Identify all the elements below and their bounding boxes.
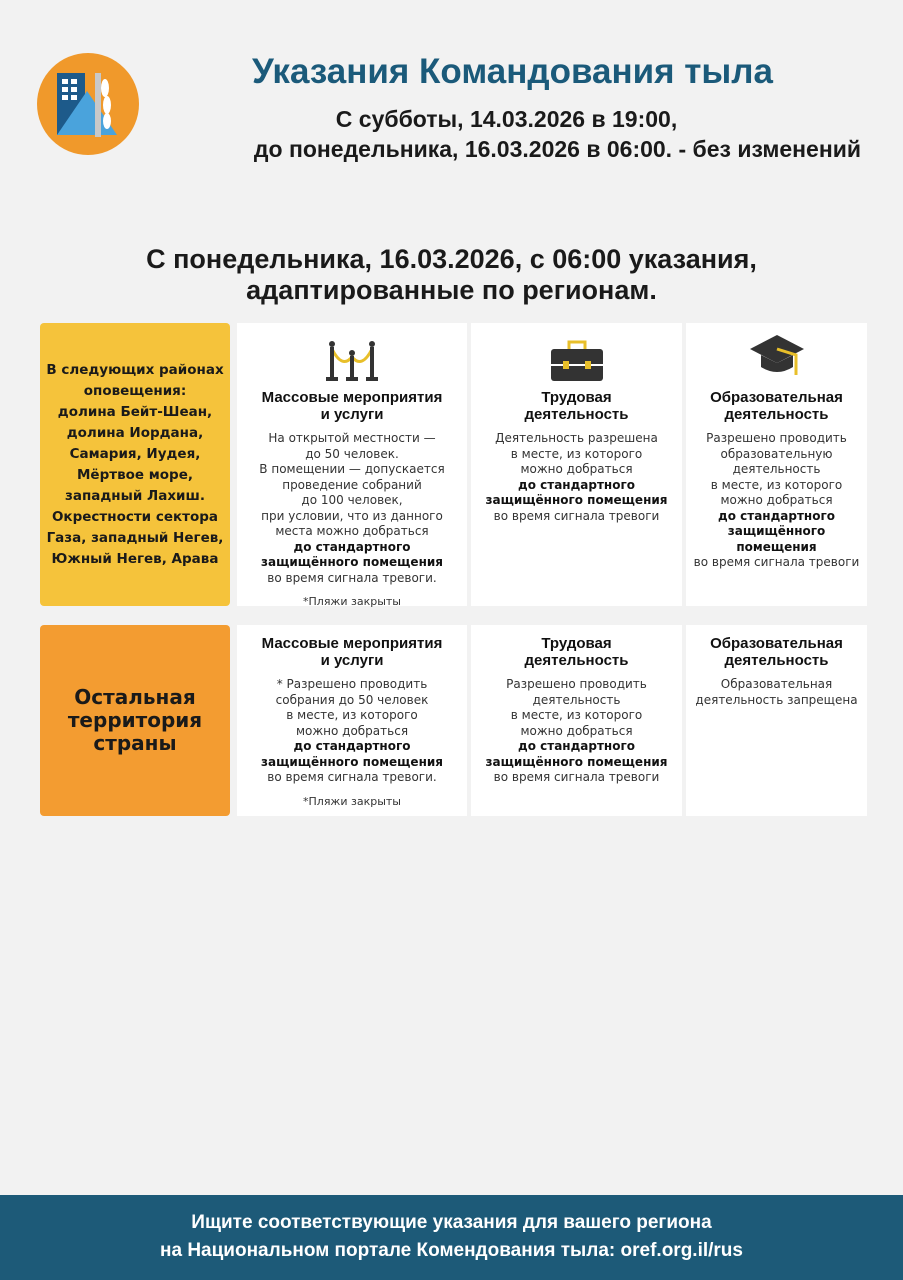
column-title (477, 389, 676, 423)
work-column (471, 625, 682, 816)
text-line: во время сигнала тревоги (493, 508, 660, 523)
region-box (40, 323, 230, 606)
text-line: до 50 человек. (305, 446, 399, 461)
title-line: Образовательная (710, 635, 843, 652)
text-line: * Разрешено проводить (276, 677, 428, 691)
text-line: в месте, из которого (510, 446, 643, 461)
heading-line: адаптированные по регионам. (246, 275, 657, 305)
bold-line: защищённого помещения (261, 555, 443, 569)
period-line-2: до понедельника, 16.03.2026 в 06:00. - без изменений (253, 136, 861, 162)
region-line: западный Лахиш. (65, 487, 205, 504)
text-line: образовательную (720, 446, 833, 461)
column-title (243, 635, 461, 669)
title-line: деятельность (524, 652, 629, 669)
footer-banner (0, 1195, 903, 1280)
region-line: Газа, западный Негев, (46, 529, 224, 546)
text-line: при условии, что из данного (261, 508, 443, 523)
text-line: в месте, из которого (510, 708, 643, 722)
bold-line: до стандартного (518, 477, 635, 492)
education-column (686, 625, 867, 816)
region-line: Мёртвое море, (76, 466, 193, 483)
bold-line: до стандартного (293, 539, 411, 554)
footer-line: Ищите соответствующие указания для вашего региона (191, 1212, 712, 1233)
bold-line: защищённого помещения (727, 524, 826, 554)
text-line: во время сигнала тревоги (693, 555, 860, 569)
bold-line: до стандартного (293, 739, 411, 753)
region-line: Южный Негев, Арава (51, 550, 219, 567)
row-listed-regions (40, 323, 867, 606)
region-line: оповещения: (83, 382, 187, 399)
briefcase-icon (477, 333, 676, 383)
title-line: и услуги (320, 652, 384, 669)
region-line: долина Бейт-Шеан, (57, 403, 213, 420)
region-box (40, 625, 230, 816)
events-column (237, 323, 467, 606)
stanchions-icon (243, 333, 461, 383)
text-line: можно добраться (720, 493, 833, 507)
text-line: во время сигнала тревоги. (267, 770, 437, 784)
text-line: Образовательная (720, 677, 833, 691)
column-title (692, 635, 861, 669)
title-line: Массовые мероприятия (261, 389, 443, 406)
text-line: в месте, из которого (286, 708, 418, 722)
region-line: В следующих районах (46, 361, 224, 378)
text-line: деятельность (532, 692, 621, 707)
events-column (237, 625, 467, 816)
work-column (471, 323, 682, 606)
title-line: Трудовая (541, 389, 612, 406)
title-line: Трудовая (541, 635, 612, 652)
text-line: В помещении — допускается (259, 462, 445, 476)
beaches-note: *Пляжи закрыты (303, 794, 401, 808)
bold-line: защищённого помещения (261, 754, 443, 769)
column-title (477, 635, 676, 669)
region-line: территория (67, 708, 203, 732)
text-line: до 100 человек, (301, 493, 403, 507)
heading-line: С понедельника, 16.03.2026, с 06:00 указания, (146, 244, 757, 274)
text-line: можно добраться (295, 723, 409, 738)
column-title (692, 389, 861, 423)
text-line: во время сигнала тревоги. (267, 570, 437, 585)
title-line: деятельность (724, 406, 829, 423)
page-title: Указания Командования тыла (251, 52, 774, 91)
footer-link-line[interactable]: на Национальном портале Комендования тыла: oref.org.il/rus (160, 1240, 743, 1261)
period-line-1: С субботы, 14.03.2026 в 19:00, (335, 106, 678, 132)
row-rest-of-country (40, 625, 867, 816)
text-line: можно добраться (520, 723, 633, 738)
text-line: На открытой местности — (268, 431, 436, 445)
home-front-command-logo (37, 53, 139, 155)
bold-line: до стандартного (518, 739, 635, 753)
text-line: проведение собраний (282, 477, 422, 492)
title-line: и услуги (320, 406, 384, 423)
region-line: страны (93, 731, 177, 755)
text-line: деятельность запрещена (695, 692, 858, 707)
region-line: долина Иордана, (66, 424, 204, 441)
text-line: Деятельность разрешена (495, 431, 658, 445)
region-line: Окрестности сектора (51, 508, 219, 525)
text-line: Разрешено проводить (706, 431, 847, 445)
title-line: Массовые мероприятия (261, 635, 443, 652)
text-line: Разрешено проводить (506, 677, 647, 691)
title-line: деятельность (524, 406, 629, 423)
bold-line: защищённого помещения (485, 754, 668, 769)
bold-line: защищённого помещения (485, 493, 668, 507)
text-line: можно добраться (520, 462, 633, 476)
section-heading (40, 244, 863, 306)
title-line: Образовательная (710, 389, 843, 406)
education-column (686, 323, 867, 606)
region-line: Самария, Иудея, (69, 445, 201, 462)
text-line: деятельность (732, 462, 821, 476)
title-line: деятельность (724, 652, 829, 669)
bold-line: до стандартного (718, 508, 835, 523)
text-line: места можно добраться (275, 524, 429, 538)
text-line: в месте, из которого (710, 477, 843, 492)
text-line: во время сигнала тревоги (493, 770, 660, 784)
graduation-cap-icon (692, 333, 861, 383)
text-line: собрания до 50 человек (275, 692, 429, 707)
beaches-note: *Пляжи закрыты (303, 595, 401, 608)
column-title (243, 389, 461, 423)
region-line: Остальная (74, 685, 196, 709)
